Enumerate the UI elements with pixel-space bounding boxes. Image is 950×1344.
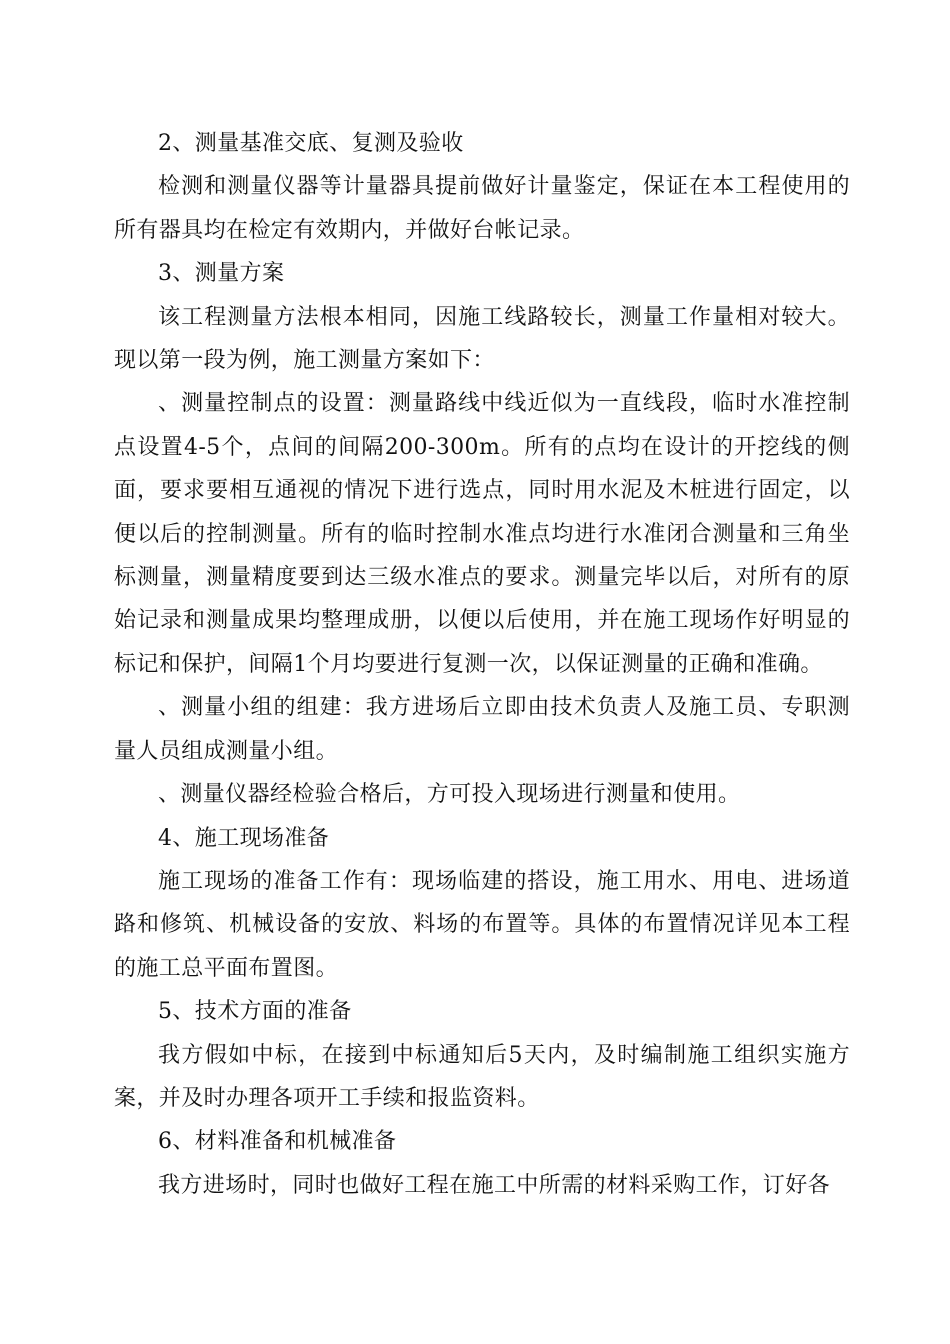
paragraph-site-preparation: 施工现场的准备工作有：现场临建的搭设，施工用水、用电、进场道路和修筑、机械设备的安放、料场的布置等。具体的布置情况详见本工程的施工总平面布置图。 (114, 868, 850, 981)
paragraph-survey-method: 该工程测量方法根本相同，因施工线路较长，测量工作量相对较大。现以第一段为例，施工测量方案如下： (114, 304, 850, 374)
section-heading-survey-baseline: 2、测量基准交底、复测及验收 (158, 131, 464, 156)
section-heading-site-preparation: 4、施工现场准备 (158, 825, 330, 851)
paragraph-control-points: 、测量控制点的设置：测量路线中线近似为一直线段，临时水准控制点设置4-5个，点间的间隔200-300m。所有的点均在设计的开挖线的侧面，要求要相互通视的情况下进行选点，同时用水泥及木桩进行固定，以便以后的控制测量。所有的临时控制水准点均进行水准闭合测量和三角坐标测量，测量精度要到达三级水准点的要求。测量完毕以后，对所有的原始记录和测量成果均整理成册，以便以后使用，并在施工现场作好明显的标记和保护，间隔1个月均要进行复测一次，以保证测量的正确和准确。 (114, 391, 850, 677)
paragraph-survey-team: 、测量小组的组建：我方进场后立即由技术负责人及施工员、专职测量人员组成测量小组。 (114, 695, 850, 764)
section-heading-materials-machinery: 6、材料准备和机械准备 (158, 1129, 397, 1155)
paragraph-technical-preparation: 我方假如中标，在接到中标通知后5天内，及时编制施工组织实施方案，并及时办理各项开工手续和报监资料。 (114, 1042, 850, 1111)
document-body (114, 122, 850, 1207)
paragraph-instrument-inspection: 、测量仪器经检验合格后，方可投入现场进行测量和使用。 (158, 782, 741, 808)
section-heading-technical-preparation: 5、技术方面的准备 (158, 999, 352, 1025)
section-heading-survey-plan: 3、测量方案 (158, 261, 285, 287)
paragraph-materials-machinery: 我方进场时，同时也做好工程在施工中所需的材料采购工作，订好各 (158, 1172, 831, 1198)
paragraph-instrument-calibration: 检测和测量仪器等计量器具提前做好计量鉴定，保证在本工程使用的所有器具均在检定有效期内，并做好台帐记录。 (114, 174, 850, 243)
